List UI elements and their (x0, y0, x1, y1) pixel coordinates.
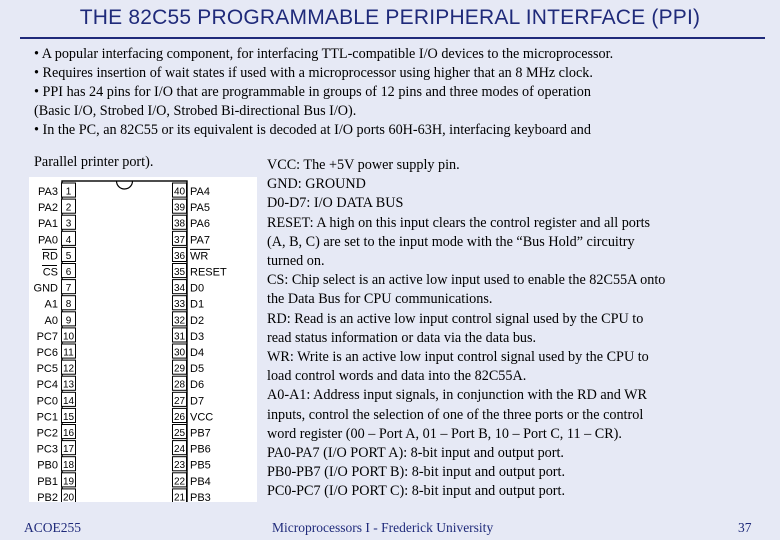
pin-label: D6 (190, 379, 205, 392)
pin-label: CS (42, 266, 58, 279)
pin-number: 27 (173, 395, 186, 407)
pin-label: PC6 (36, 347, 58, 359)
pin-label: D3 (190, 330, 205, 343)
pin-number: 31 (173, 331, 186, 343)
pin-description-line: turned on. (267, 253, 325, 270)
pin-description-line: WR: Write is an active low input control signal used by the CPU to (267, 349, 649, 366)
bullet-item: (Basic I/O, Strobed I/O, Strobed Bi-directional Bus I/O). (34, 103, 357, 119)
pin-number: 25 (173, 428, 186, 439)
pin-label: A1 (44, 298, 58, 311)
pin-label: PC7 (36, 330, 58, 343)
pin-number: 16 (62, 428, 75, 439)
pin-description-line: read status information or data via the data bus. (267, 329, 537, 346)
pin-label: D5 (190, 363, 205, 376)
pin-label: PC4 (36, 379, 58, 392)
pin-number: 15 (62, 411, 75, 423)
pin-number: 26 (173, 411, 186, 423)
pin-number: 10 (62, 331, 75, 343)
pin-number: 36 (173, 250, 186, 262)
pin-label: VCC (190, 411, 214, 424)
pin-description-line: PA0-PA7 (I/O PORT A): 8-bit input and output port. (267, 445, 564, 462)
pin-label: D4 (190, 347, 205, 359)
pin-description-line: D0-D7: I/O DATA BUS (267, 195, 404, 212)
title-divider (20, 37, 765, 39)
pin-label: PB4 (190, 475, 211, 488)
pin-number: 12 (62, 363, 75, 375)
pin-label: PC1 (36, 411, 58, 424)
chip-notch (117, 181, 133, 189)
pin-number: 9 (65, 315, 72, 327)
pin-description-line: load control words and data into the 82C55A. (267, 368, 527, 385)
bullet-item: • A popular interfacing component, for interfacing TTL-compatible I/O devices to the microprocessor. (34, 46, 614, 62)
chip-pinout-svg (29, 177, 257, 502)
pin-label: RD (42, 250, 58, 263)
pin-label: PC5 (36, 363, 58, 376)
pin-number: 21 (173, 492, 186, 502)
slide-title: THE 82C55 PROGRAMMABLE PERIPHERAL INTERFACE (PPI) (79, 6, 701, 29)
pin-number: 4 (65, 234, 72, 246)
pin-number: 8 (65, 299, 72, 311)
pin-label: PB3 (190, 491, 211, 502)
pin-label: PC2 (36, 427, 58, 440)
pin-number: 19 (62, 476, 75, 488)
pin-description-line: A0-A1: Address input signals, in conjunction with the RD and WR (267, 387, 648, 404)
pin-label: PB6 (190, 443, 211, 456)
pin-description-line: VCC: The +5V power supply pin. (267, 157, 460, 173)
pin-description-line: PC0-PC7 (I/O PORT C): 8-bit input and output port. (267, 483, 566, 500)
bullet-list (34, 45, 764, 140)
pin-label: D2 (190, 314, 205, 327)
pin-label: PA7 (190, 234, 210, 247)
pin-number: 22 (173, 476, 186, 488)
pin-number: 33 (173, 299, 186, 311)
pin-number: 2 (65, 202, 72, 214)
pin-description-line: the Data Bus for CPU communications. (267, 291, 493, 308)
pin-number: 32 (173, 315, 186, 327)
pin-number: 17 (62, 444, 75, 456)
pin-number: 38 (173, 218, 186, 230)
pin-label: PB7 (190, 427, 211, 440)
pin-label: A0 (44, 314, 58, 327)
pin-label: GND (33, 282, 58, 295)
pin-label: PA2 (38, 202, 58, 215)
pin-number: 30 (173, 347, 186, 359)
pin-description-line: (A, B, C) are set to the input mode with the “Bus Hold” circuitry (267, 233, 635, 250)
pin-number: 6 (65, 267, 72, 278)
pin-label: PA6 (190, 218, 210, 231)
pin-number: 5 (65, 250, 72, 262)
chip-pinout-diagram (29, 177, 257, 502)
pin-number: 28 (173, 379, 186, 391)
pin-description-line: GND: GROUND (267, 176, 366, 193)
pin-label: RESET (190, 266, 227, 279)
pin-number: 35 (173, 267, 186, 278)
footer-course-code: ACOE255 (24, 520, 81, 535)
pin-number: 34 (173, 283, 186, 295)
pin-description-line: RESET: A high on this input clears the control register and all ports (267, 214, 651, 231)
pin-description-line: word register (00 – Port A, 01 – Port B, 10 – Port C, 11 – CR). (267, 425, 622, 442)
pin-label: PA0 (38, 234, 58, 247)
pin-description-line: PB0-PB7 (I/O PORT B): 8-bit input and output port. (267, 464, 566, 481)
pin-description-list (267, 156, 767, 502)
footer-page-number: 37 (738, 520, 752, 535)
pin-label: WR (190, 250, 209, 263)
pin-number: 20 (62, 492, 75, 502)
pin-label: PB2 (37, 491, 58, 502)
pin-number: 39 (173, 202, 186, 214)
pin-label: PB5 (190, 459, 211, 472)
pin-label: D1 (190, 298, 205, 311)
pin-description-line: inputs, control the selection of one of the three ports or the control (267, 406, 644, 423)
pin-label: PC0 (36, 395, 58, 408)
bullet-item: • PPI has 24 pins for I/O that are programmable in groups of 12 pins and three modes of operation (34, 84, 591, 100)
pin-description-line: CS: Chip select is an active low input used to enable the 82C55A onto (267, 272, 666, 289)
bullet-continuation: Parallel printer port). (34, 154, 154, 170)
pin-number: 40 (173, 186, 186, 198)
pin-description-line: RD: Read is an active low input control signal used by the CPU to (267, 310, 644, 327)
pin-number: 3 (65, 218, 72, 230)
footer-course-title: Microprocessors I - Frederick University (272, 520, 494, 535)
pin-number: 23 (173, 460, 186, 472)
pin-label: PB0 (37, 459, 58, 472)
pin-number: 14 (62, 395, 75, 407)
pin-number: 13 (62, 379, 75, 391)
chip-body (62, 181, 187, 502)
pin-label: PB1 (37, 475, 58, 488)
pin-label: PA5 (190, 202, 210, 215)
pin-number: 11 (63, 347, 74, 359)
pin-label: PA1 (38, 218, 58, 231)
pin-label: D0 (190, 282, 205, 295)
pin-label: PC3 (36, 443, 58, 456)
bullet-item: • Requires insertion of wait states if used with a microprocessor using higher that an 8 MHz clock. (34, 65, 593, 81)
pin-number: 29 (173, 363, 186, 375)
pin-label: D7 (190, 395, 205, 408)
pin-number: 7 (65, 283, 72, 295)
pin-label: PA3 (38, 186, 58, 198)
pin-number: 18 (62, 460, 75, 472)
pin-number: 1 (65, 186, 72, 198)
pin-number: 24 (173, 444, 186, 456)
bullet-item: • In the PC, an 82C55 or its equivalent is decoded at I/O ports 60H-63H, interfacing keyboard and (34, 122, 591, 138)
pin-number: 37 (173, 234, 186, 246)
pin-label: PA4 (190, 186, 210, 198)
